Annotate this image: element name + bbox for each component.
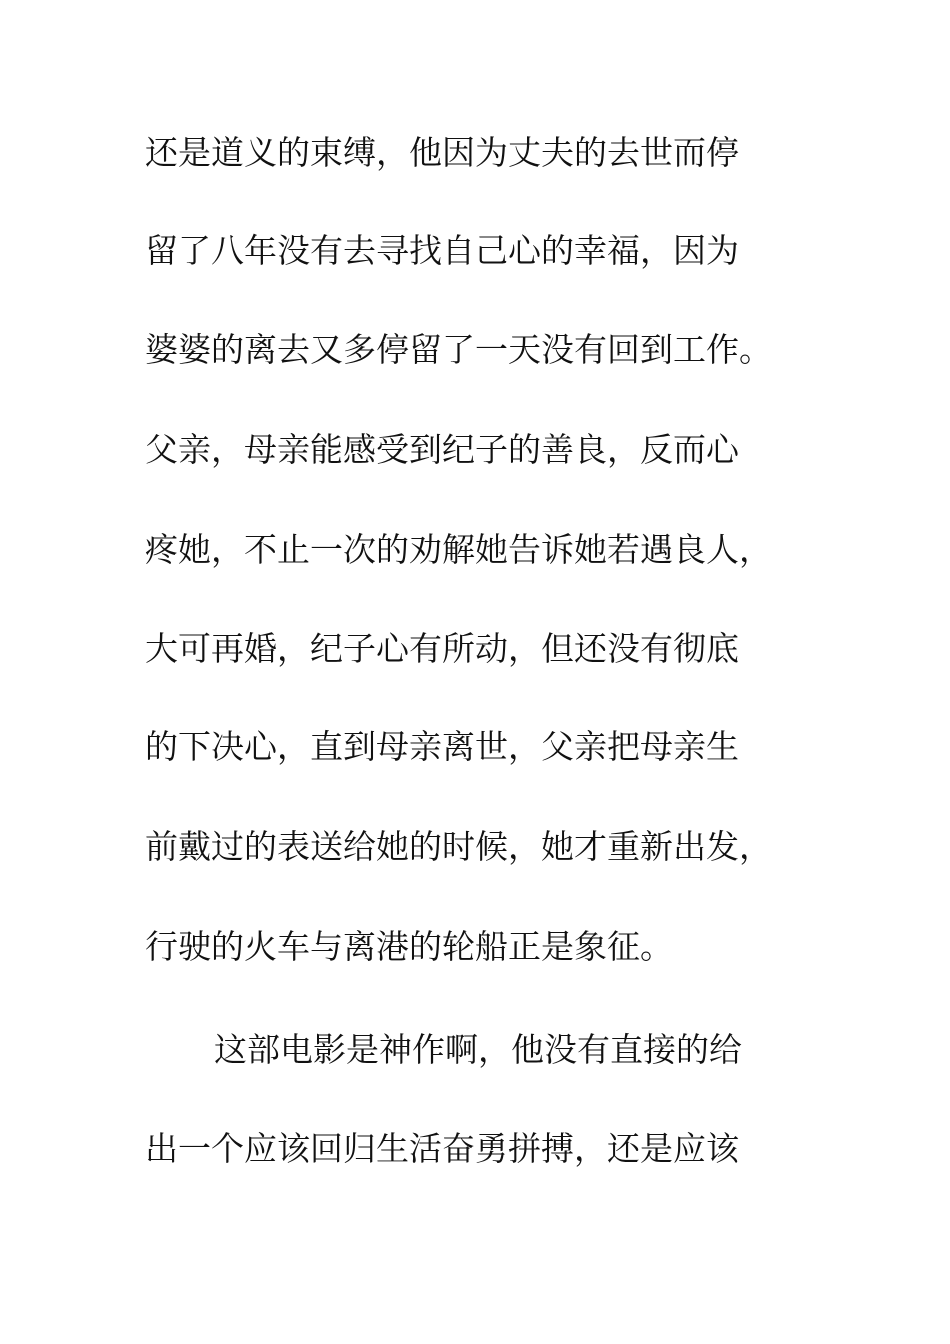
- text-line-6: 大可再婚，纪子心有所动，但还没有彻底: [145, 629, 739, 668]
- text-line-3: 婆婆的离去又多停留了一天没有回到工作。: [145, 330, 772, 369]
- text-line-11: 出一个应该回归生活奋勇拼搏，还是应该: [145, 1129, 739, 1168]
- text-line-9: 行驶的火车与离港的轮船正是象征。: [145, 927, 673, 966]
- text-line-2: 留了八年没有去寻找自己心的幸福，因为: [145, 231, 739, 270]
- text-line-7: 的下决心，直到母亲离世，父亲把母亲生: [145, 727, 739, 766]
- text-line-10-paragraph-start: 这部电影是神作啊，他没有直接的给: [214, 1030, 742, 1069]
- text-line-1: 还是道义的束缚，他因为丈夫的去世而停: [145, 133, 739, 172]
- text-line-4: 父亲，母亲能感受到纪子的善良，反而心: [145, 430, 739, 469]
- text-line-5: 疼她，不止一次的劝解她告诉她若遇良人，: [145, 530, 772, 569]
- text-line-8: 前戴过的表送给她的时候，她才重新出发，: [145, 827, 772, 866]
